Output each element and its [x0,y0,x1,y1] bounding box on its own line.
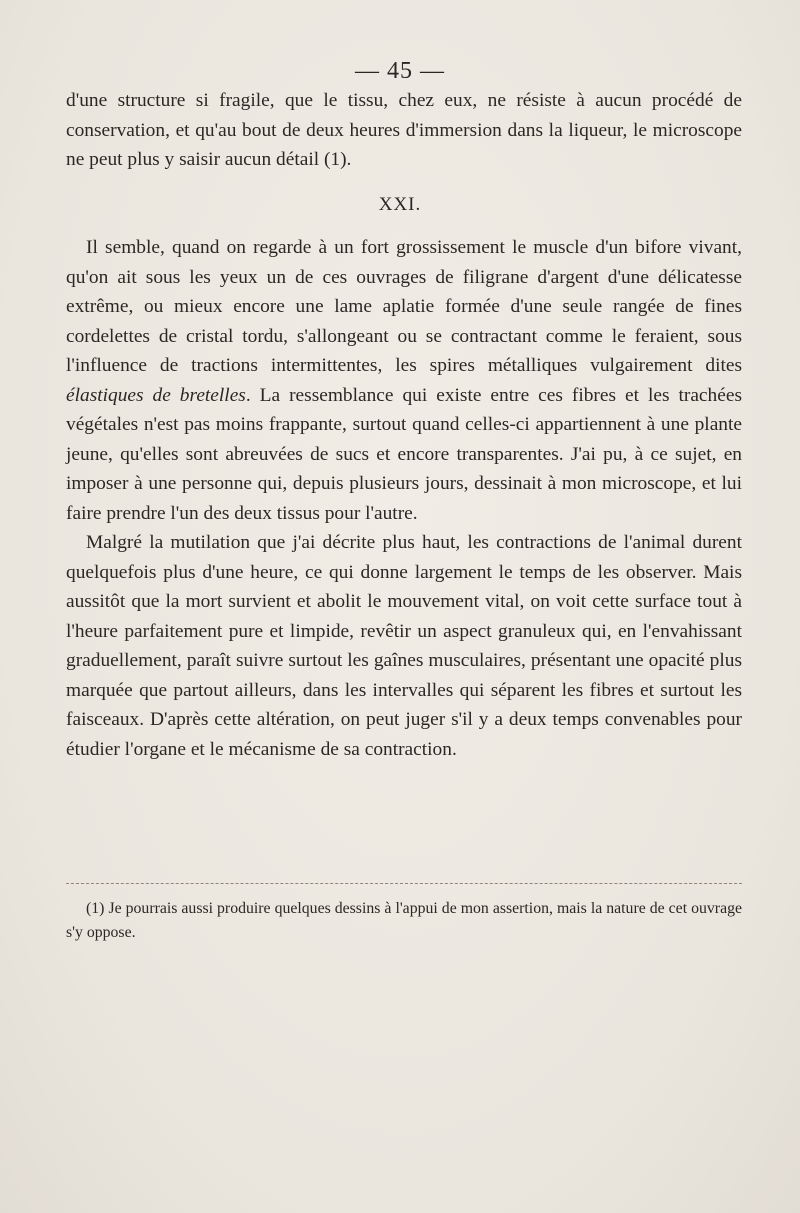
page-number: — 45 — [355,58,445,84]
paragraph-1 [66,233,742,528]
paragraph-2: Malgré la mutilation que j'ai décrite plus haut, les contractions de l'animal durent quelquefois plus d'une heure, ce qui donne largement le temps de les observer. Mais aussitôt que la mort survient et abolit le mouvement vital, on voit cette surface tout à l'heure parfaitement pure et limpide, revêtir un aspect granuleux qui, en l'envahissant graduellement, paraît suivre surtout les gaînes musculaires, présentant une opacité plus marquée que partout ailleurs, dans les intervalles qui séparent les fibres et surtout les faisceaux. D'après cette altération, on peut juger s'il y a deux temps convenables pour étudier l'organe et le mécanisme de sa contraction. [66,532,742,760]
section-heading: XXI. [378,194,422,215]
continuation-paragraph: d'une structure si fragile, que le tissu, chez eux, ne résiste à aucun procédé de conservation, et qu'au bout de deux heures d'immersion dans la liqueur, le microscope ne peut plus y saisir aucun détail (1). [66,90,742,170]
paragraph-1-italic-term: élastiques de bretelles [66,384,246,406]
paragraph-1-text-end: . La ressemblance qui existe entre ces fibres et les trachées végétales n'est pas moins frappante, surtout quand celles-ci appartiennent à une plante jeune, qu'elles sont abreuvées de sucs et encore transparentes. J'ai pu, à ce sujet, en imposer à une personne qui, depuis plusieurs jours, dessinait à mon microscope, et lui faire prendre l'un des deux tissus pour l'autre. [66,384,742,524]
section-body [66,233,742,764]
footnote-separator [66,883,742,884]
paragraph-1-text-start: Il semble, quand on regarde à un fort grossissement le muscle d'un bifore vivant, qu'on ait sous les yeux un de ces ouvrages de filigrane d'argent d'une délicatesse extrême, ou mieux encore une lame aplatie formée d'une seule rangée de fines cordelettes de cristal tordu, s'allongeant ou se contractant comme le feraient, sous l'influence de tractions intermittentes, les spires métalliques vulgairement dites [66,237,742,376]
footnote: (1) Je pourrais aussi produire quelques dessins à l'appui de mon assertion, mais la nature de cet ouvrage s'y oppose. [66,900,742,941]
